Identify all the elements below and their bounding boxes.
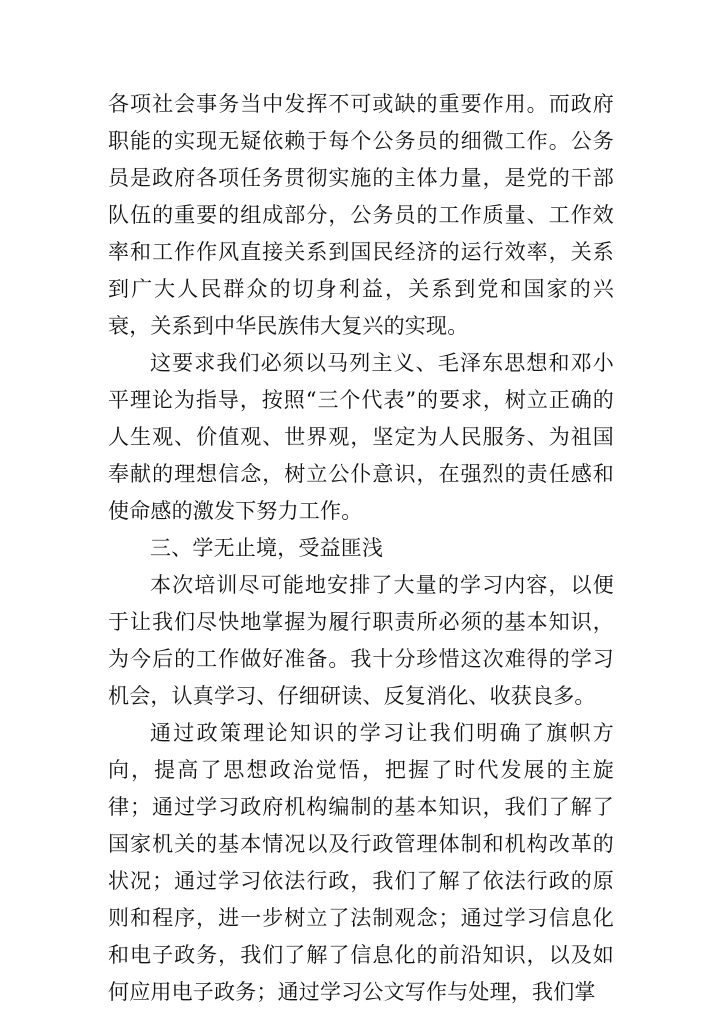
paragraph-2: 这要求我们必须以马列主义、毛泽东思想和邓小平理论为指导，按照“三个代表”的要求，树立正确的人生观、价值观、世界观，坚定为人民服务、为祖国奉献的理想信念，树立公仆意识，在强烈的责任感和使命感的激发下努力工作。	[108, 351, 614, 523]
section-heading-3: 三、学无止境，受益匪浅	[150, 536, 384, 560]
document-body	[108, 86, 614, 1011]
paragraph-3: 本次培训尽可能地安排了大量的学习内容，以便于让我们尽快地掌握为履行职责所必须的基本知识，为今后的工作做好准备。我十分珍惜这次难得的学习机会，认真学习、仔细研读、反复消化、收获良多。	[108, 573, 614, 708]
paragraph-4: 通过政策理论知识的学习让我们明确了旗帜方向，提高了思想政治觉悟，把握了时代发展的主旋律；通过学习政府机构编制的基本知识，我们了解了国家机关的基本情况以及行政管理体制和机构改革的状况；通过学习依法行政，我们了解了依法行政的原则和程序，进一步树立了法制观念；通过学习信息化和电子政务，我们了解了信息化的前沿知识，以及如何应用电子政务；通过学习公文写作与处理，我们掌	[108, 721, 614, 1004]
paragraph-1: 各项社会事务当中发挥不可或缺的重要作用。而政府职能的实现无疑依赖于每个公务员的细微工作。公务员是政府各项任务贯彻实施的主体力量，是党的干部队伍的重要的组成部分，公务员的工作质量、工作效率和工作作风直接关系到国民经济的运行效率，关系到广大人民群众的切身利益，关系到党和国家的兴衰，关系到中华民族伟大复兴的实现。	[108, 92, 614, 338]
